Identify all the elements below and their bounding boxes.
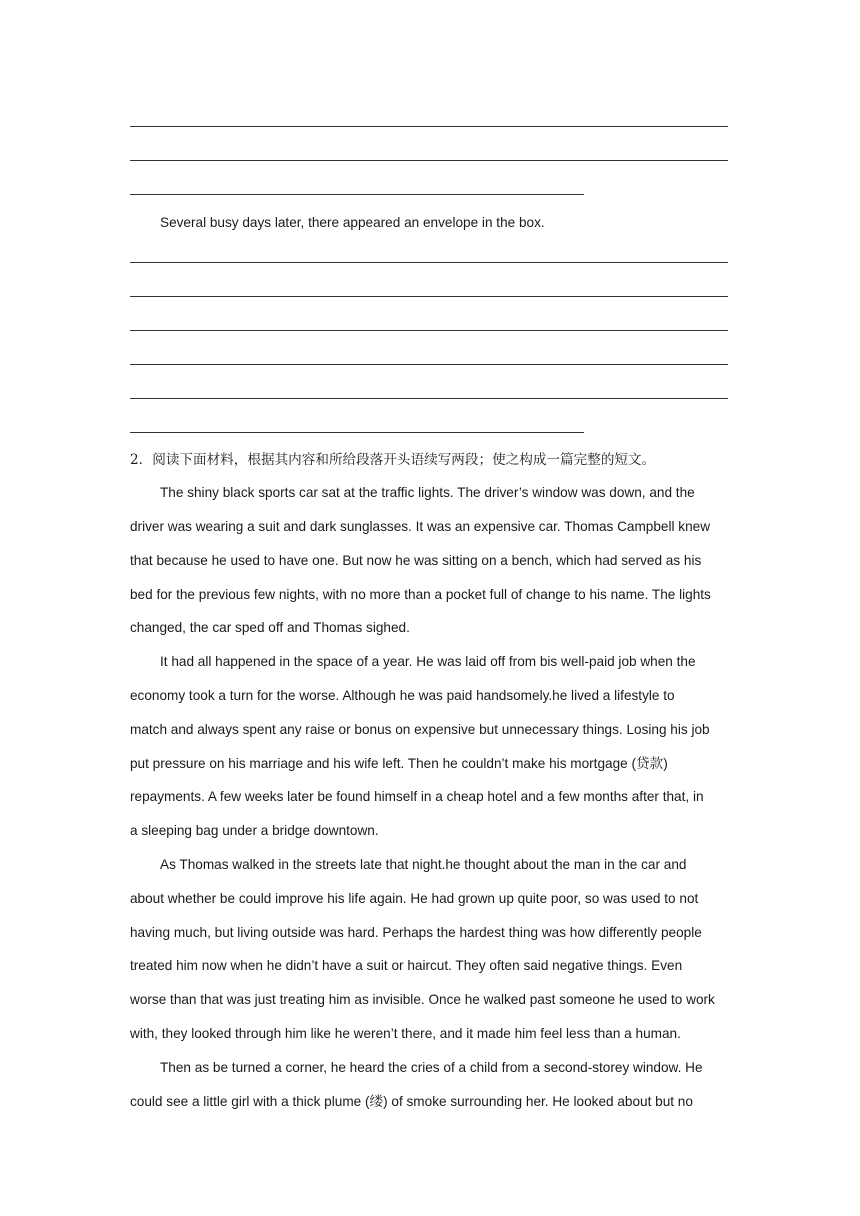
- passage-line: It had all happened in the space of a year. He was laid off from bis well-paid job when the: [160, 654, 696, 669]
- passage-line: repayments. A few weeks later be found himself in a cheap hotel and a few months after that, in: [130, 789, 704, 804]
- answer-line: [130, 126, 728, 127]
- passage-line: with, they looked through him like he weren’t there, and it made him feel less than a human.: [130, 1026, 681, 1041]
- question-instruction: 2．阅读下面材料，根据其内容和所给段落开头语续写两段；使之构成一篇完整的短文。: [130, 452, 656, 468]
- passage-line: driver was wearing a suit and dark sunglasses. It was an expensive car. Thomas Campbell knew: [130, 519, 711, 534]
- passage-line: bed for the previous few nights, with no more than a pocket full of change to his name. The lights: [130, 587, 711, 602]
- answer-line: [130, 296, 728, 297]
- passage-line: that because he used to have one. But now he was sitting on a bench, which had served as his: [130, 553, 702, 568]
- answer-line: [130, 160, 728, 161]
- passage-line: As Thomas walked in the streets late that night.he thought about the man in the car and: [160, 857, 687, 872]
- passage-line: having much, but living outside was hard. Perhaps the hardest thing was how differently people: [130, 925, 702, 940]
- passage-line: a sleeping bag under a bridge downtown.: [130, 823, 379, 838]
- passage-line: treated him now when he didn’t have a suit or haircut. They often said negative things. Even: [130, 958, 683, 973]
- passage-line: The shiny black sports car sat at the traffic lights. The driver’s window was down, and the: [160, 485, 695, 500]
- passage-line: about whether be could improve his life again. He had grown up quite poor, so was used to not: [130, 891, 699, 906]
- answer-line: [130, 364, 728, 365]
- passage-line: could see a little girl with a thick plume (缕) of smoke surrounding her. He looked about but no: [130, 1094, 693, 1109]
- passage-line: worse than that was just treating him as invisible. Once he walked past someone he used to work: [130, 992, 715, 1007]
- continuation-prompt: Several busy days later, there appeared an envelope in the box.: [160, 215, 545, 230]
- answer-line: [130, 262, 728, 263]
- passage-line: match and always spent any raise or bonus on expensive but unnecessary things. Losing his job: [130, 722, 710, 737]
- passage-line: economy took a turn for the worse. Although he was paid handsomely.he lived a lifestyle to: [130, 688, 675, 703]
- passage-line: Then as be turned a corner, he heard the cries of a child from a second-storey window. He: [160, 1060, 703, 1075]
- passage-line: put pressure on his marriage and his wife left. Then he couldn’t make his mortgage (贷款): [130, 756, 668, 771]
- answer-line: [130, 194, 584, 195]
- answer-line: [130, 330, 728, 331]
- answer-line: [130, 432, 584, 433]
- answer-line: [130, 398, 728, 399]
- passage-line: changed, the car sped off and Thomas sighed.: [130, 620, 410, 635]
